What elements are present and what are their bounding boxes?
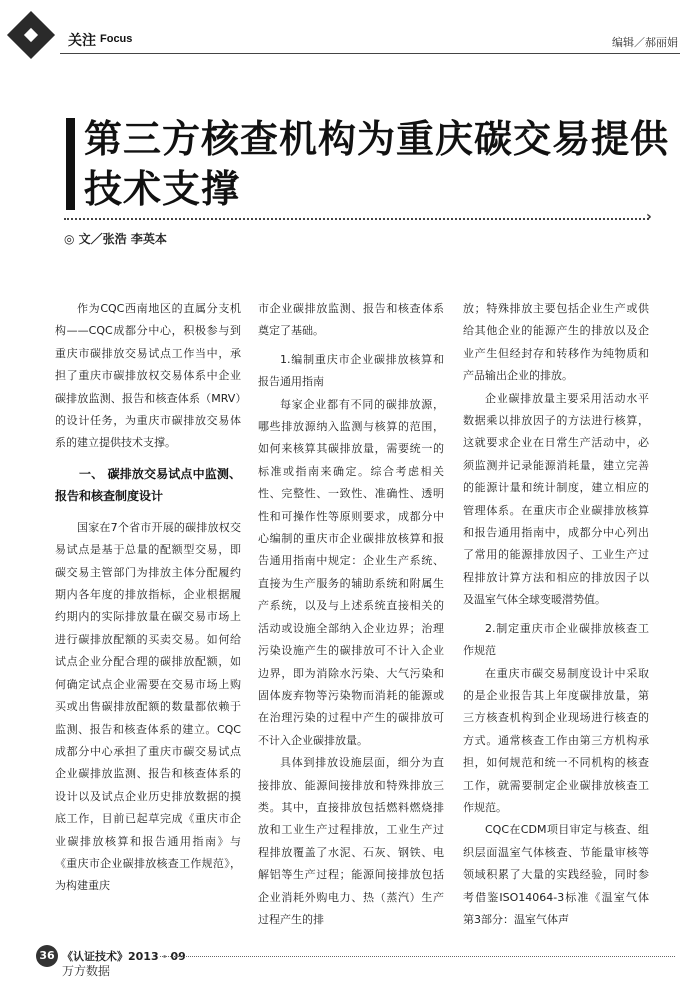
section-label-zh: 关注 [68, 33, 96, 49]
article-title: 第三方核查机构为重庆碳交易提供技术支撑 [84, 116, 670, 211]
header-divider [60, 53, 680, 54]
paragraph: 在重庆市碳交易制度设计中采取的是企业报告其上年度碳排放量，第三方核查机构到企业现场进行核查的方式。通常核查工作由第三方机构承担，如何规范和统一不同机构的核查工作，就需要制定企业碳排放核查工作规范。 [463, 666, 649, 814]
paragraph: 企业碳排放量主要采用活动水平数据乘以排放因子的方法进行核算，这就要求企业在日常生产活动中，必须监测并记录能源消耗量，建立完善的能源计量和统计制度，建立相应的管理体系。在重庆市企业碳排放核算和报告通用指南中，成都分中心列出了常用的能源排放因子、工业生产过程排放计算方法和相应的排放因子以及温室气体全球变暖潜势值。 [463, 391, 649, 607]
text-column-1 [55, 298, 241, 898]
page-footer [0, 940, 700, 987]
section-heading: 一、 碳排放交易试点中监测、报告和核查制度设计 [55, 466, 241, 503]
source-watermark: 万方数据 [62, 964, 111, 978]
title-accent-bar [66, 118, 75, 210]
footer-dotted-divider [160, 956, 675, 957]
paragraph: 市企业碳排放监测、报告和核查体系奠定了基础。 [258, 302, 444, 338]
article-byline: ◎ 文／张浩 李英本 [64, 232, 167, 246]
page-number: 36 [36, 945, 58, 967]
text-column-2 [258, 298, 444, 931]
paragraph: 具体到排放设施层面，细分为直接排放、能源间接排放和特殊排放三类。其中，直接排放包括燃料燃烧排放和工业生产过程排放，工业生产过程排放覆盖了水泥、石灰、钢铁、电解铝等生产过程；能源间接排放包括企业消耗外购电力、热（蒸汽）生产过程产生的排 [258, 756, 444, 926]
section-heading: 1.编制重庆市企业碳排放核算和报告通用指南 [258, 352, 444, 389]
editor-credit: 编辑／郝丽娟 [612, 36, 678, 49]
paragraph: CQC在CDM项目审定与核查、组织层面温室气体核查、节能量审核等领域积累了大量的实践经验，同时参考借鉴ISO14064-3标准《温室气体 第3部分：温室气体声 [463, 823, 649, 926]
paragraph: 国家在7个省市开展的碳排放权交易试点是基于总量的配额型交易，即碳交易主管部门为排放主体分配履约期内各年度的排放指标，企业根据履约期内的实际排放量在碳交易市场上进行碳排放配额的买卖交易。如何给试点企业分配合理的碳排放配额，如何确定试点企业需要在交易市场上购买或出售碳排放配额的数量都依赖于监测、报告和核查体系的建立。CQC成都分中心承担了重庆市碳交易试点企业碳排放监测、报告和核查体系的设计以及试点企业历史排放数据的摸底工作，目前已起草完成《重庆市企业碳排放核算和报告通用指南》与《重庆市企业碳排放核查工作规范》，为构建重庆 [55, 520, 241, 893]
text-column-3 [463, 298, 649, 931]
arrow-right-icon: › [646, 209, 652, 225]
title-dotted-divider [64, 218, 649, 220]
paragraph: 放；特殊排放主要包括企业生产或供给其他企业的能源产生的排放以及企业产生但经封存和转移作为纯物质和产品输出企业的排放。 [463, 302, 649, 383]
section-heading: 2.制定重庆市企业碳排放核查工作规范 [463, 621, 649, 658]
paragraph: 作为CQC西南地区的直属分支机构——CQC成都分中心，积极参与到重庆市碳排放交易试点工作当中，承担了重庆市碳排放权交易体系中企业碳排放监测、报告和核查体系（MRV）的设计任务，为重庆市碳排放交易体系的建立提供技术支撑。 [55, 302, 241, 450]
section-label-en: Focus [100, 33, 133, 45]
journal-issue: 《认证技术》2013 · 09 [62, 950, 186, 963]
page-header [0, 0, 700, 70]
paragraph: 每家企业都有不同的碳排放源，哪些排放源纳入监测与核算的范围，如何来核算其碳排放量，需要统一的标准或指南来确定。综合考虑相关性、完整性、一致性、准确性、透明性和可操作性等原则要求，成都分中心编制的重庆市企业碳排放核算和报告通用指南中规定：企业生产系统、直接为生产服务的辅助系统和附属生产系统，以及与上述系统直接相关的活动或设施全部纳入企业边界；治理污染设施产生的碳排放可不计入企业边界，即为消除水污染、大气污染和固体废弃物等污染物而消耗的能源或在治理污染的过程中产生的碳排放可不计入企业碳排放量。 [258, 397, 444, 747]
